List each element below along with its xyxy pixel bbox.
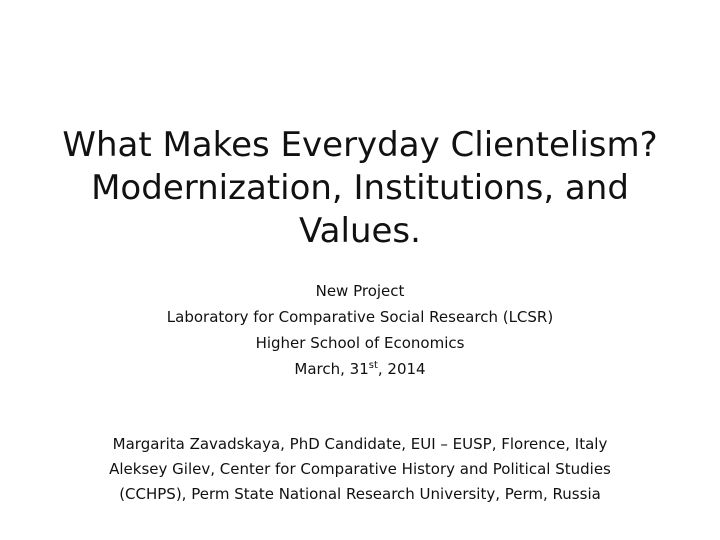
presentation-date [60, 356, 660, 382]
date-ordinal-suffix: st [368, 360, 378, 371]
project-label: New Project [315, 282, 405, 300]
slide-subtitle [60, 278, 660, 382]
title-line: Values. [299, 211, 421, 251]
author-line: (CCHPS), Perm State National Research University, Perm, Russia [119, 485, 601, 503]
date-year: , 2014 [377, 360, 426, 378]
slide-title [30, 124, 690, 253]
authors-block [40, 432, 680, 507]
title-line: What Makes Everyday Clientelism? [62, 125, 658, 165]
author-line: Aleksey Gilev, Center for Comparative History and Political Studies [109, 460, 611, 478]
author-line: Margarita Zavadskaya, PhD Candidate, EUI – EUSP, Florence, Italy [112, 435, 608, 453]
lab-name: Laboratory for Comparative Social Research (LCSR) [166, 308, 554, 326]
title-line: Modernization, Institutions, and [91, 168, 629, 208]
date-prefix: March, 31 [294, 360, 369, 378]
school-name: Higher School of Economics [255, 334, 465, 352]
